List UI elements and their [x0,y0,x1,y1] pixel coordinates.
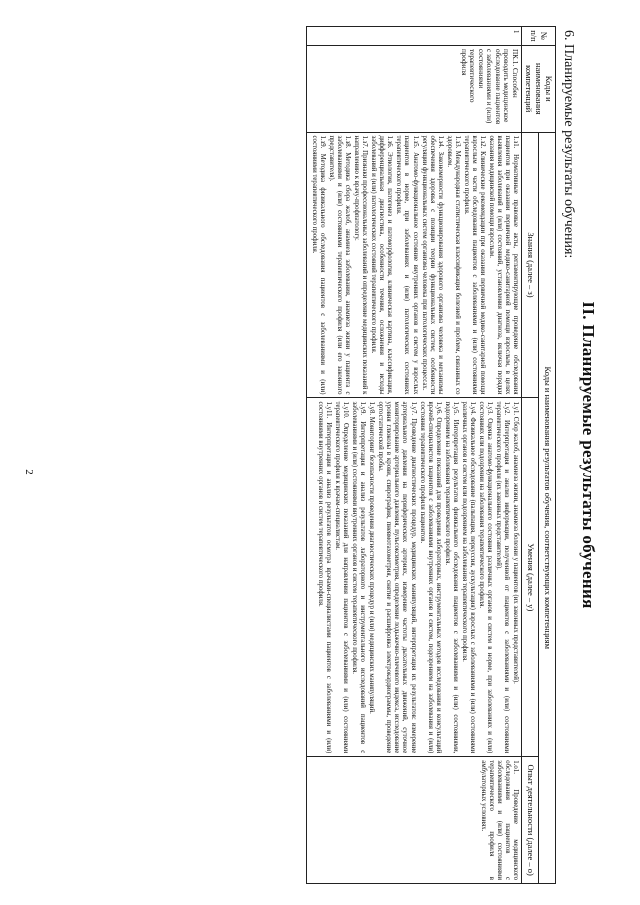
skill-item: 1.у8. Мониторинг безопасности проведения диагностических процедур и (или) медицинских манипуляций. [368,401,376,714]
section-title: II. Планируемые результаты обучения [579,301,598,609]
knowledge-item: 1.з1. Нормативные правовые акты, регламентирующие проведение обследования пациентов при оказании первичной медико-санитарной помощи взрослым, в целях выявления заболеваний и (или) состояний, установления диагноза, включая порядки оказания медицинской помощи взрослым. [487,135,519,395]
header-num: № п/п [521,27,555,46]
learning-results-table [306,26,556,884]
knowledge-item: 1.з8. Методика сбора жалоб, анамнеза заболевания, анамнеза жизни у пациента с заболеваниями и (или) состояниями терапевтического профиля (или его законного представителя). [328,135,352,395]
page-number: 2 [23,469,35,475]
skill-item: 1.у5. Интерпретация результатов физикального обследования пациентов с заболеваниями и (или) состояниями, подозрением на заболевания терапевтического профиля. [443,401,459,754]
table-subheader-row [521,27,538,884]
skill-item: 1.у11. Интерпретация и анализ результатов осмотра врачами-специалистами пациентов с заболеваниями и (или) состояниями внутренних органов и систем терапевтического профиля. [317,401,333,754]
skill-item: 1.у1. Сбор жалоб, анамнеза жизни, анамнеза болезни у пациентов (их законных представителей). [511,401,519,684]
skill-item: 1.у3. Оценка анатомо-функционального состояния различных органов и систем в норме, при заболеваниях и (или) состояниях или подозрении на заболевания терапевтического профиля. [477,401,493,754]
skill-item: 1.у6. Определение показаний для проведения лабораторных, инструментальных методов исследования и консультаций врачей-специалистов пациентов с заболеваниями внутренних органов и систем, подозрением на заболевания и (или) состояния терапевтического профиля пациентов. [418,401,442,754]
table-row [307,27,521,884]
row-num: 1 [307,27,521,46]
subsection-title: 6. Планируемые результаты обучения: [561,30,576,259]
header-knowledge: Знания (далее – з) [521,132,538,398]
competence-cell: ПК.1. Способен проводить медицинское обследование пациентов с заболеваниями и (или) состояниями терапевтического профиля [307,45,521,132]
skill-item: 1.у4. Физикальное обследование (пальпация, перкуссия, аускультация) взрослых с заболеваниями и (или) состояниями различных органов и систем или подозрением на заболевания терапевтического профиля. [460,401,476,754]
header-results-group: Коды и наименования результатов обучения, соответствующих компетенциям [538,132,555,883]
skill-item: 1.у9. Интерпретация и анализ результатов лабораторного и инструментального исследований пациентов с заболеваниями и (или) состояниями внутренних органов и систем терапевтического профиля. [351,401,367,754]
skills-cell [307,398,521,757]
skill-item: 1.у10. Определение медицинских показаний для направления пациентов с заболеваниями и (или) состояниями терапевтического профиля к врачам-специалистам. [334,401,350,754]
knowledge-item: 1.з5. Анатомо-функциональное состояние внутренних органов и систем у взрослых пациентов в норме, при заболеваниях и (или) патологических состояниях терапевтического профиля. [395,135,419,395]
rotated-page-content [16,20,616,890]
knowledge-item: 1.з3. Международная статистическая классификация болезней и проблем, связанных со здоровьем. [445,135,461,395]
knowledge-item: 1.з6. Этиология, патогенез и патоморфология, клиническая картина, классификация, дифференциальная диагностика, особенности течения, осложнения и исходы заболеваний и (или) патологических состояний терапевтического профиля. [370,135,394,395]
knowledge-item: 1.з4. Закономерности функционирования здорового организма человека и механизмы обеспечения здоровья с позиции теории функциональных систем; особенности регуляции функциональных систем организма человека при патологических процессах. [420,135,444,395]
knowledge-item: 1.з7. Признаки профессиональных заболеваний и определение медицинских показаний к направлению к врачу-профпатологу. [353,135,369,395]
header-experience: Опыт деятельности (далее – о) [521,757,538,884]
table-header-row [538,27,555,884]
header-competence: Коды и наименования компетенций [521,45,555,132]
knowledge-item: 1.з2. Клинические рекомендации при оказании первичной медико-санитарной помощи взрослым в части обследования пациентов с заболеваниями и (или) состояниями терапевтического профиля. [462,135,486,395]
header-skills: Умения (далее – у) [521,398,538,757]
knowledge-cell [307,132,521,398]
skill-item: 1.у7. Проведение диагностических процедур, медицинских манипуляций, интерпретация их результатов: измерение артериального давления на периферических артериях, измерение частоты дыхательных движений, суточное мониторирование артериального давления, пульсоксиметрия, определение лодыжечно-плечевого индекса, исследование уровня глюкозы в крови, спирография, пневмотахометрия, снятие и расшифровка электрокардиограммы, проведение ортостатической пробы. [377,401,417,754]
experience-cell [307,757,521,884]
knowledge-item: 1.з9. Методика физикального обследования пациентов с заболеваниями и (или) состояниями терапевтического профиля. [311,135,327,395]
experience-item: 1.о1. Проведение медицинского обследования пациентов с заболеваниями и (или) состояниями терапевтического профиля в амбулаторных условиях. [479,760,519,880]
skill-item: 1.у2. Интерпретация и анализ информации, полученной от пациентов с заболеваниями и (или) состояниями терапевтического профиля (их законных представителей). [494,401,510,754]
